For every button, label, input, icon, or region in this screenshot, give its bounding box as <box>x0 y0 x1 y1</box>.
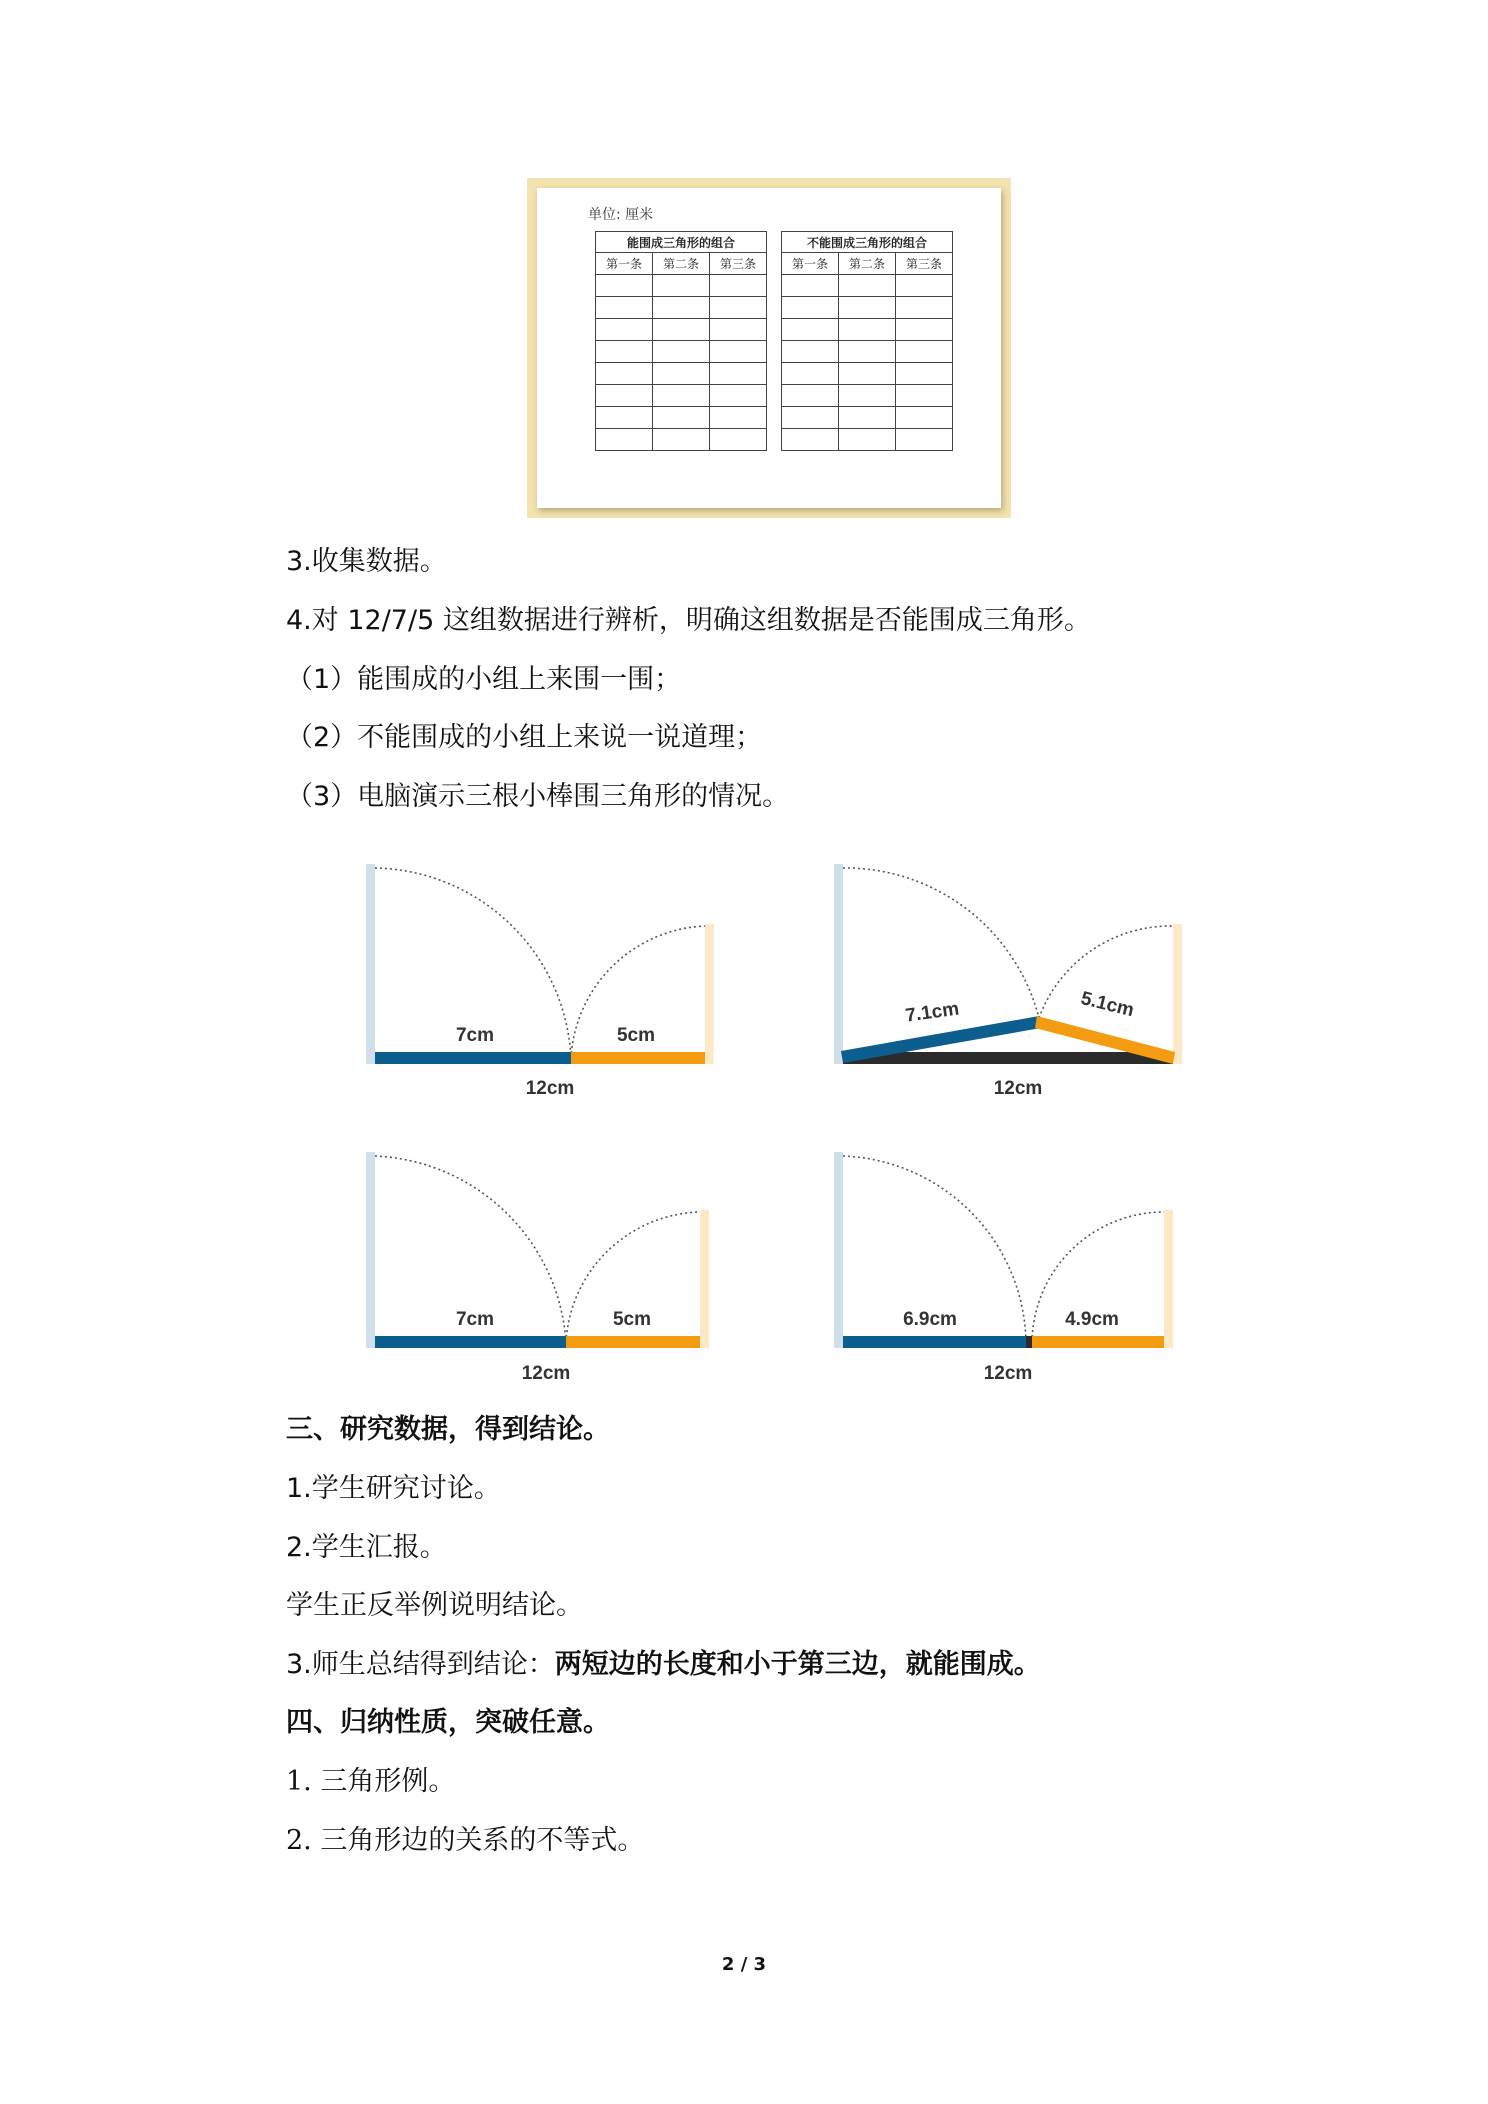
table-row <box>782 319 953 341</box>
substep-3: （3）电脑演示三根小棒围三角形的情况。 <box>286 781 790 812</box>
label-left: 7cm <box>455 1309 495 1330</box>
cannot-form-triangle-table <box>781 231 953 451</box>
vertical-guide-left <box>834 864 843 1064</box>
table-row <box>596 429 767 451</box>
col-header: 第一条 <box>596 253 653 275</box>
substep-2: （2）不能围成的小组上来说一说道理； <box>286 722 763 753</box>
section-heading-3: 三、研究数据，得到结论。 <box>286 1414 610 1445</box>
vertical-guide-right <box>700 1210 709 1348</box>
table-row <box>596 363 767 385</box>
card-paper <box>537 188 1001 508</box>
step-4: 4.对 12/7/5 这组数据进行辨析，明确这组数据是否能围成三角形。 <box>286 605 1091 636</box>
stick-7cm <box>375 1336 566 1348</box>
student-examples: 学生正反举例说明结论。 <box>286 1590 583 1621</box>
table-row <box>596 385 767 407</box>
col-header: 第二条 <box>653 253 710 275</box>
step-2: 2.学生汇报。 <box>286 1532 447 1563</box>
vertical-guide-right <box>1164 1210 1173 1348</box>
data-record-card <box>527 178 1011 518</box>
conclusion-bold: 两短边的长度和小于第三边，就能围成。 <box>554 1649 1041 1680</box>
table-row <box>782 297 953 319</box>
stick-5cm <box>566 1336 700 1348</box>
label-left: 6.9cm <box>903 1309 957 1330</box>
diagram-7.1-5.1-12 <box>828 858 1208 1098</box>
stick-4.9cm <box>1032 1336 1164 1348</box>
table-group-header: 能围成三角形的组合 <box>596 232 767 253</box>
stick-7cm <box>375 1052 571 1064</box>
label-base: 12cm <box>525 1078 575 1098</box>
conclusion-line <box>286 1647 1041 1683</box>
stick-6.9cm <box>843 1336 1026 1348</box>
stick-5cm <box>571 1052 705 1064</box>
table-row <box>782 341 953 363</box>
table-row <box>596 341 767 363</box>
col-header: 第一条 <box>782 253 839 275</box>
label-right: 4.9cm <box>1065 1309 1119 1330</box>
table-group-header: 不能围成三角形的组合 <box>782 232 953 253</box>
label-base: 12cm <box>983 1363 1033 1382</box>
can-form-triangle-table <box>595 231 767 451</box>
table-row <box>782 407 953 429</box>
item-1: 1. 三角形例。 <box>286 1766 456 1797</box>
table-row <box>782 429 953 451</box>
label-right: 5cm <box>612 1309 652 1330</box>
vertical-guide-left <box>366 1152 375 1348</box>
label-base: 12cm <box>993 1078 1043 1098</box>
label-right: 5.1cm <box>1078 987 1137 1022</box>
table-row <box>596 297 767 319</box>
col-header: 第三条 <box>710 253 767 275</box>
vertical-guide-left <box>834 1152 843 1348</box>
label-base: 12cm <box>521 1363 571 1382</box>
item-2: 2. 三角形边的关系的不等式。 <box>286 1825 645 1856</box>
table-row <box>596 319 767 341</box>
vertical-guide-left <box>366 864 375 1064</box>
page-number: 2 / 3 <box>721 1954 767 1975</box>
col-header: 第三条 <box>896 253 953 275</box>
diagram-6.9-4.9-12 <box>828 1142 1208 1382</box>
label-left: 7cm <box>455 1025 495 1046</box>
col-header: 第二条 <box>839 253 896 275</box>
table-row <box>596 275 767 297</box>
label-left: 7.1cm <box>904 998 961 1027</box>
section-heading-4: 四、归纳性质，突破任意。 <box>286 1707 610 1738</box>
diagram-7-5-12 <box>360 858 740 1098</box>
table-row <box>782 275 953 297</box>
vertical-guide-right <box>705 924 714 1064</box>
step-1: 1.学生研究讨论。 <box>286 1473 501 1504</box>
step-3: 3.收集数据。 <box>286 546 447 577</box>
label-right: 5cm <box>616 1025 656 1046</box>
table-row <box>782 385 953 407</box>
unit-label: 单位: 厘米 <box>588 207 654 223</box>
table-row <box>596 407 767 429</box>
substep-1: （1）能围成的小组上来围一围； <box>286 664 682 695</box>
vertical-guide-right <box>1173 924 1182 1064</box>
arc-left <box>843 868 1039 1018</box>
conclusion-prefix: 3.师生总结得到结论： <box>286 1649 555 1680</box>
diagram-7-5-12-b <box>363 1142 743 1382</box>
table-row <box>782 363 953 385</box>
